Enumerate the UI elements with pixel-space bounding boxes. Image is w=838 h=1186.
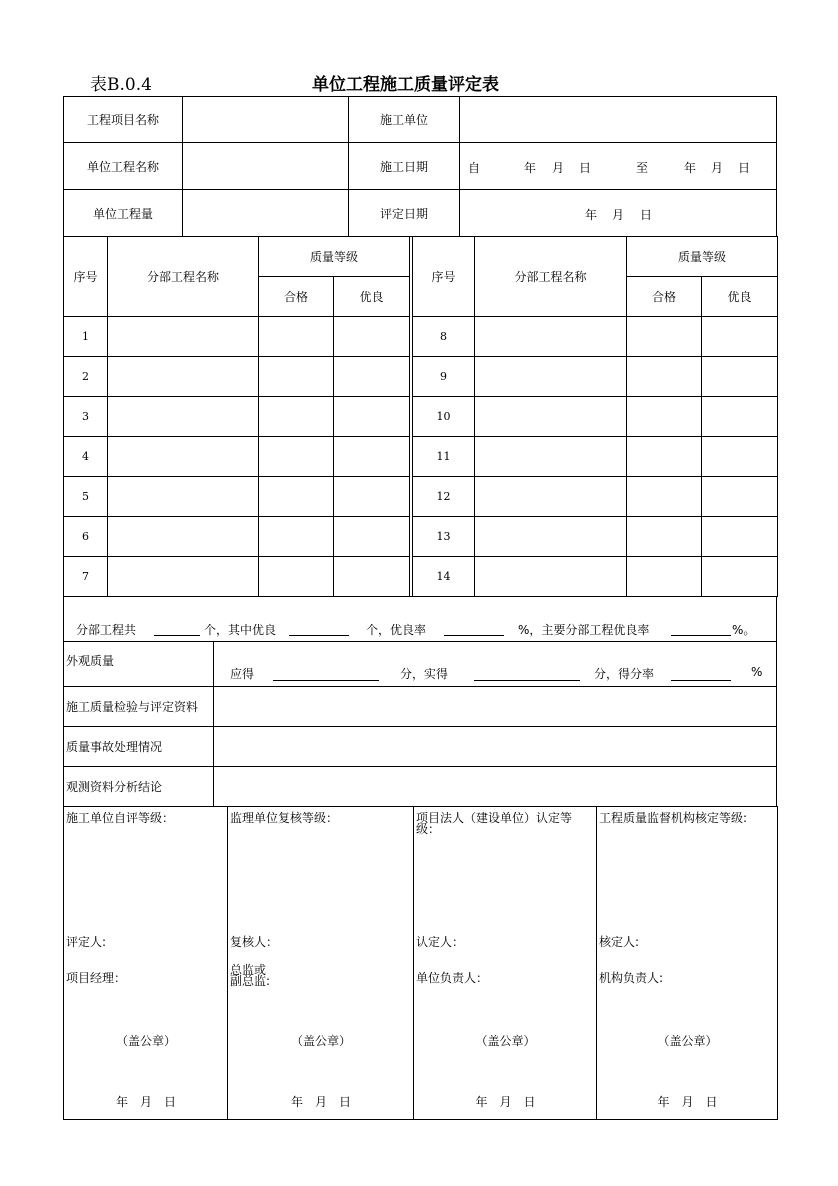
pass-cell[interactable] xyxy=(258,516,334,557)
summary-text: %。 xyxy=(732,623,756,637)
pass-cell[interactable] xyxy=(626,396,702,437)
pass-header: 合格 xyxy=(626,276,702,317)
month-label: 月 xyxy=(612,208,625,222)
signer-label: 认定人： xyxy=(416,935,465,949)
observation-conclusion-field[interactable] xyxy=(213,766,777,807)
signature-column xyxy=(227,806,414,1120)
excellent-cell[interactable] xyxy=(701,436,778,477)
appearance-text: 分，实得 xyxy=(400,667,449,681)
grade-header: 质量等级 xyxy=(258,236,410,277)
excellent-count-field[interactable] xyxy=(289,623,349,636)
row-number: 1 xyxy=(63,316,108,357)
excellent-cell[interactable] xyxy=(701,316,778,357)
sub-name-header: 分部工程名称 xyxy=(107,236,259,317)
sub-name-cell[interactable] xyxy=(107,476,259,517)
seq-header: 序号 xyxy=(412,236,475,317)
excellent-cell[interactable] xyxy=(333,516,410,557)
pass-cell[interactable] xyxy=(626,436,702,477)
date-label: 年 月 日 xyxy=(475,1095,536,1109)
excellent-cell[interactable] xyxy=(333,476,410,517)
sub-name-header: 分部工程名称 xyxy=(474,236,627,317)
sub-name-cell[interactable] xyxy=(107,516,259,557)
pass-cell[interactable] xyxy=(626,356,702,397)
row-number: 7 xyxy=(63,556,108,597)
accident-handling-field[interactable] xyxy=(213,726,777,767)
appearance-text: 应得 xyxy=(230,667,255,681)
pass-cell[interactable] xyxy=(258,396,334,437)
excellent-header: 优良 xyxy=(333,276,410,317)
day-label: 日 xyxy=(640,208,653,222)
main-excellent-rate-field[interactable] xyxy=(671,623,731,636)
total-count-field[interactable] xyxy=(154,623,200,636)
score-rate-field[interactable] xyxy=(671,668,731,681)
pass-cell[interactable] xyxy=(258,556,334,597)
row-number: 6 xyxy=(63,516,108,557)
date-label: 年 月 日 xyxy=(290,1095,351,1109)
seal-label: （盖公章） xyxy=(475,1034,536,1048)
manager-label: 单位负责人： xyxy=(416,971,489,985)
sub-name-cell[interactable] xyxy=(107,396,259,437)
grade-label: 工程质量监督机构核定等级: xyxy=(599,811,748,825)
row-number: 9 xyxy=(412,356,475,397)
year-label: 年 xyxy=(524,161,537,175)
grade-label: 项目法人（建设单位）认定等级： xyxy=(416,811,573,836)
excellent-cell[interactable] xyxy=(701,516,778,557)
day-label: 日 xyxy=(579,161,592,175)
month-label: 月 xyxy=(552,161,565,175)
signer-label: 复核人： xyxy=(230,935,279,949)
year-label: 年 xyxy=(684,161,697,175)
table-code: 表B.0.4 xyxy=(90,75,152,95)
day-label: 日 xyxy=(738,161,751,175)
date-label: 年 月 日 xyxy=(115,1095,176,1109)
pass-cell[interactable] xyxy=(626,556,702,597)
pass-cell[interactable] xyxy=(258,356,334,397)
construction-unit-field[interactable] xyxy=(459,96,777,143)
signature-column xyxy=(596,806,778,1120)
excellent-header: 优良 xyxy=(701,276,778,317)
date-from: 自 xyxy=(468,161,481,175)
seal-label: （盖公章） xyxy=(657,1034,718,1048)
pass-cell[interactable] xyxy=(626,476,702,517)
sub-name-cell[interactable] xyxy=(107,556,259,597)
should-score-field[interactable] xyxy=(273,668,379,681)
excellent-cell[interactable] xyxy=(333,356,410,397)
pass-cell[interactable] xyxy=(626,516,702,557)
row-number: 12 xyxy=(412,476,475,517)
row-number: 8 xyxy=(412,316,475,357)
construction-unit-label: 施工单位 xyxy=(348,96,460,143)
excellent-cell[interactable] xyxy=(701,356,778,397)
unit-quantity-label: 单位工程量 xyxy=(63,189,183,237)
excellent-cell[interactable] xyxy=(333,436,410,477)
summary-row xyxy=(63,596,777,642)
summary-text: %，主要分部工程优良率 xyxy=(518,623,650,637)
date-to: 至 xyxy=(636,161,649,175)
sub-name-cell[interactable] xyxy=(474,516,627,557)
excellent-rate-field[interactable] xyxy=(444,623,504,636)
pass-cell[interactable] xyxy=(258,436,334,477)
project-name-field[interactable] xyxy=(182,96,349,143)
inspection-data-label: 施工质量检验与评定资料 xyxy=(63,686,214,727)
manager-label: 项目经理： xyxy=(66,971,127,985)
construction-date-field[interactable] xyxy=(459,142,777,190)
excellent-cell[interactable] xyxy=(333,396,410,437)
summary-text: 个，优良率 xyxy=(366,623,427,637)
manager-label: 总监或 副总监: xyxy=(230,963,271,988)
observation-conclusion-label: 观测资料分析结论 xyxy=(63,766,214,807)
sub-name-cell[interactable] xyxy=(474,476,627,517)
sub-name-cell[interactable] xyxy=(107,436,259,477)
manager-label: 机构负责人: xyxy=(599,971,664,985)
page-title: 单位工程施工质量评定表 xyxy=(312,75,499,95)
excellent-cell[interactable] xyxy=(701,476,778,517)
pass-cell[interactable] xyxy=(626,316,702,357)
unit-project-name-field[interactable] xyxy=(182,142,349,190)
summary-text: 分部工程共 xyxy=(76,623,137,637)
row-number: 3 xyxy=(63,396,108,437)
row-number: 10 xyxy=(412,396,475,437)
unit-quantity-field[interactable] xyxy=(182,189,349,237)
row-number: 5 xyxy=(63,476,108,517)
month-label: 月 xyxy=(711,161,724,175)
sub-name-cell[interactable] xyxy=(107,316,259,357)
project-name-label: 工程项目名称 xyxy=(63,96,183,143)
unit-project-name-label: 单位工程名称 xyxy=(63,142,183,190)
sub-name-cell[interactable] xyxy=(474,396,627,437)
inspection-data-field[interactable] xyxy=(213,686,777,727)
signature-column xyxy=(413,806,597,1120)
sub-name-cell[interactable] xyxy=(474,556,627,597)
excellent-cell[interactable] xyxy=(333,556,410,597)
pass-header: 合格 xyxy=(258,276,334,317)
appearance-label: 外观质量 xyxy=(63,641,214,687)
appearance-text: % xyxy=(751,665,763,679)
accident-handling-label: 质量事故处理情况 xyxy=(63,726,214,767)
row-number: 2 xyxy=(63,356,108,397)
grade-label: 监理单位复核等级： xyxy=(230,811,339,825)
eval-date-field[interactable] xyxy=(459,189,777,237)
date-label: 年 月 日 xyxy=(657,1095,718,1109)
appearance-text: 分，得分率 xyxy=(594,667,655,681)
excellent-cell[interactable] xyxy=(701,556,778,597)
row-number: 11 xyxy=(412,436,475,477)
actual-score-field[interactable] xyxy=(474,668,580,681)
row-number: 14 xyxy=(412,556,475,597)
seal-label: （盖公章） xyxy=(290,1034,351,1048)
seq-header: 序号 xyxy=(63,236,108,317)
grade-label: 施工单位自评等级： xyxy=(66,811,175,825)
seal-label: （盖公章） xyxy=(115,1034,176,1048)
pass-cell[interactable] xyxy=(258,316,334,357)
excellent-cell[interactable] xyxy=(333,316,410,357)
grade-header: 质量等级 xyxy=(626,236,778,277)
year-label: 年 xyxy=(585,208,598,222)
signer-label: 核定人: xyxy=(599,935,640,949)
pass-cell[interactable] xyxy=(258,476,334,517)
row-number: 13 xyxy=(412,516,475,557)
construction-date-label: 施工日期 xyxy=(348,142,460,190)
excellent-cell[interactable] xyxy=(701,396,778,437)
appearance-field xyxy=(213,641,777,687)
summary-text: 个，其中优良 xyxy=(204,623,277,637)
row-number: 4 xyxy=(63,436,108,477)
sub-name-cell[interactable] xyxy=(474,436,627,477)
sub-name-cell[interactable] xyxy=(474,356,627,397)
signature-column xyxy=(63,806,228,1120)
signer-label: 评定人: xyxy=(66,935,107,949)
sub-name-cell[interactable] xyxy=(474,316,627,357)
eval-date-label: 评定日期 xyxy=(348,189,460,237)
sub-name-cell[interactable] xyxy=(107,356,259,397)
